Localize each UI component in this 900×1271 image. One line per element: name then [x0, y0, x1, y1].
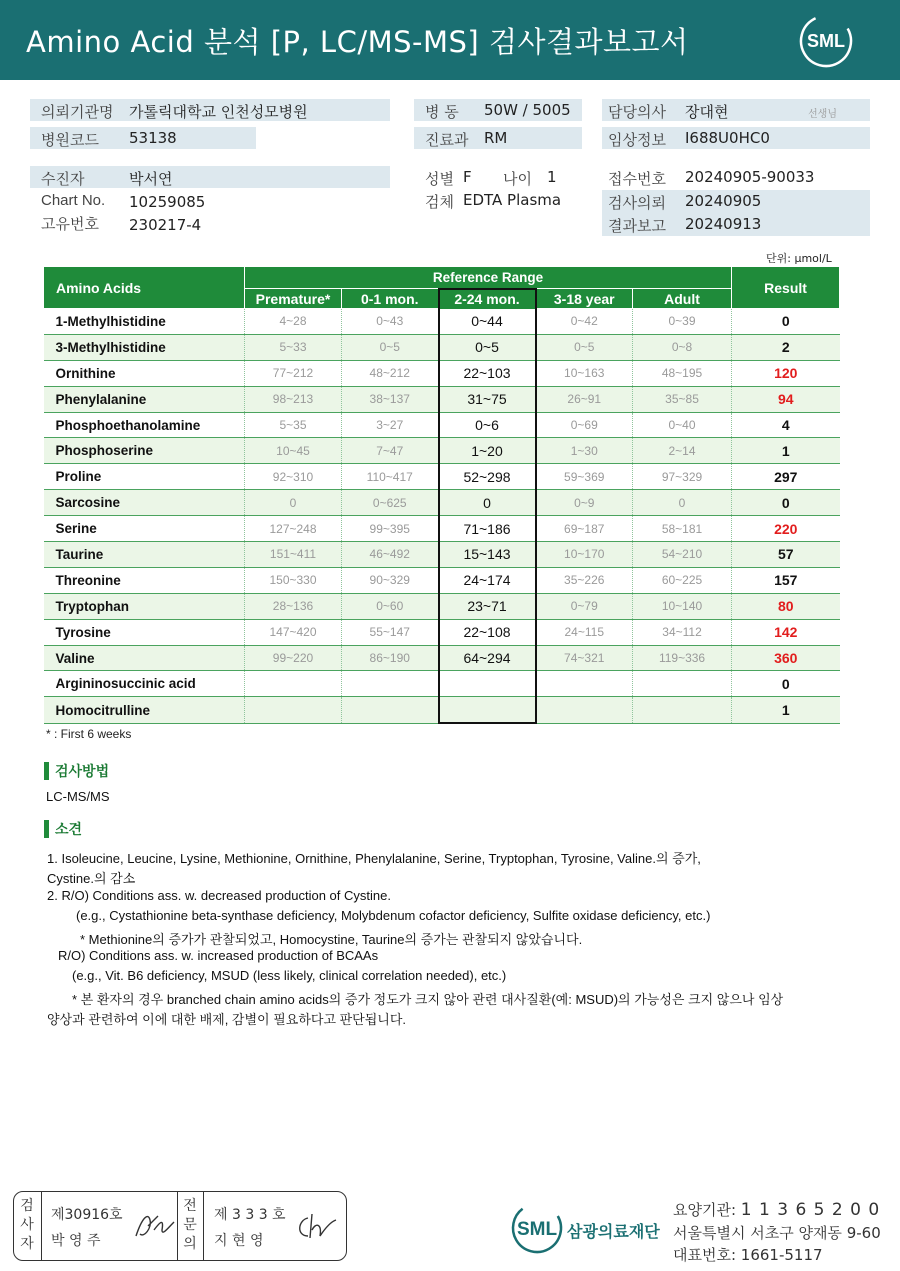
- result-value: 0: [732, 671, 840, 697]
- opinion-line: 2. R/O) Conditions ass. w. decreased production of Cystine.: [47, 888, 391, 903]
- reference-range-cell: 86~190: [342, 645, 439, 671]
- amino-acid-name: Phenylalanine: [44, 386, 245, 412]
- report-title: Amino Acid 분석 [P, LC/MS-MS] 검사결과보고서: [26, 25, 689, 59]
- result-value: 157: [732, 567, 840, 593]
- reference-range-cell: 35~85: [633, 386, 732, 412]
- reference-range-cell: 0: [439, 490, 536, 516]
- table-row: [44, 334, 840, 360]
- examiner-signature: [132, 1208, 178, 1244]
- reference-range-cell: 5~35: [245, 412, 342, 438]
- amino-acid-name: Phosphoethanolamine: [44, 412, 245, 438]
- result-value: 94: [732, 386, 840, 412]
- amino-acid-name: Proline: [44, 464, 245, 490]
- col-ref-0-1mon: 0-1 mon.: [342, 289, 439, 309]
- reference-range-cell: 55~147: [342, 619, 439, 645]
- reference-range-cell: 10~140: [633, 593, 732, 619]
- result-value: 297: [732, 464, 840, 490]
- reference-range-cell: [633, 671, 732, 697]
- amino-acid-name: Homocitrulline: [44, 697, 245, 723]
- reference-range-cell: 71~186: [439, 516, 536, 542]
- col-reference-range: Reference Range: [245, 267, 732, 289]
- patient-value: 박서연: [129, 170, 173, 188]
- reference-range-cell: [245, 697, 342, 723]
- result-value: 220: [732, 516, 840, 542]
- opinion-line: * Methionine의 증가가 관찰되었고, Homocystine, Taurine의 증가는 관찰되지 않았습니다.: [80, 932, 583, 947]
- reference-range-cell: 26~91: [536, 386, 633, 412]
- reference-range-cell: 0~43: [342, 309, 439, 335]
- table-row: [44, 386, 840, 412]
- amino-acid-name: 1-Methylhistidine: [44, 309, 245, 335]
- specimen-value: EDTA Plasma: [463, 191, 562, 209]
- table-row: [44, 645, 840, 671]
- reference-range-cell: 22~103: [439, 360, 536, 386]
- report-date-label: 결과보고: [608, 217, 666, 235]
- opinion-heading: 소견: [44, 820, 82, 838]
- clinical-label: 임상정보: [608, 131, 666, 149]
- reference-range-cell: 0~39: [633, 309, 732, 335]
- signature-box: [13, 1191, 347, 1261]
- reference-range-cell: 1~30: [536, 438, 633, 464]
- hospital-code-label: 병원코드: [41, 131, 99, 149]
- dept-value: RM: [484, 129, 508, 147]
- reference-range-cell: 10~163: [536, 360, 633, 386]
- institution-label: 의뢰기관명: [41, 103, 114, 121]
- sml-footer-logo-icon: [508, 1200, 568, 1256]
- table-row: [44, 464, 840, 490]
- footer-phone: [673, 1244, 823, 1265]
- request-label: 검사의뢰: [608, 194, 666, 212]
- reference-range-cell: 119~336: [633, 645, 732, 671]
- amino-acid-name: Sarcosine: [44, 490, 245, 516]
- opinion-line: * 본 환자의 경우 branched chain amino acids의 증가 정도가 크지 않아 관련 대사질환(예: MSUD)의 가능성은 크지 않으나 임상: [72, 992, 784, 1007]
- reference-range-cell: 0~5: [439, 334, 536, 360]
- reference-range-cell: [536, 671, 633, 697]
- table-row: [44, 593, 840, 619]
- reference-range-cell: 0~5: [536, 334, 633, 360]
- reference-range-cell: 64~294: [439, 645, 536, 671]
- reference-range-cell: 58~181: [633, 516, 732, 542]
- reference-range-cell: 4~28: [245, 309, 342, 335]
- reference-range-cell: [342, 671, 439, 697]
- result-value: 0: [732, 309, 840, 335]
- reference-range-cell: 0~44: [439, 309, 536, 335]
- age-value: 1: [547, 168, 557, 186]
- examiner-label: 검사자: [20, 1198, 34, 1252]
- hospital-code-value: 53138: [129, 129, 177, 147]
- sex-value: F: [463, 168, 472, 186]
- reference-range-cell: [536, 697, 633, 723]
- reference-range-cell: 98~213: [245, 386, 342, 412]
- opinion-line: 양상과 관련하여 이에 대한 배제, 감별이 필요하다고 판단됩니다.: [47, 1012, 407, 1027]
- reference-range-cell: 147~420: [245, 619, 342, 645]
- reference-range-cell: 110~417: [342, 464, 439, 490]
- reference-range-cell: 10~45: [245, 438, 342, 464]
- reference-range-cell: 7~47: [342, 438, 439, 464]
- chart-value: 10259085: [129, 193, 206, 211]
- col-ref-premature: Premature*: [245, 289, 342, 309]
- table-row: [44, 490, 840, 516]
- reference-range-cell: 23~71: [439, 593, 536, 619]
- receipt-value: 20240905-90033: [685, 168, 815, 186]
- reference-range-cell: 0~625: [342, 490, 439, 516]
- reference-range-cell: [439, 697, 536, 723]
- reference-range-cell: 24~115: [536, 619, 633, 645]
- reference-range-cell: 0~6: [439, 412, 536, 438]
- specialist-label: 전문의: [183, 1198, 197, 1252]
- reference-range-cell: 77~212: [245, 360, 342, 386]
- ward-label: 병 동: [425, 103, 459, 121]
- sml-logo-icon: [798, 13, 854, 69]
- result-value: 1: [732, 438, 840, 464]
- amino-acid-name: Tyrosine: [44, 619, 245, 645]
- reference-range-cell: [439, 671, 536, 697]
- reference-range-cell: 99~220: [245, 645, 342, 671]
- reference-range-cell: 31~75: [439, 386, 536, 412]
- reference-range-cell: 48~195: [633, 360, 732, 386]
- reference-range-cell: [633, 697, 732, 723]
- table-row: [44, 516, 840, 542]
- sex-label: 성별: [425, 170, 454, 188]
- amino-acid-name: Phosphoserine: [44, 438, 245, 464]
- amino-acid-rows: [44, 309, 840, 724]
- reference-range-cell: 59~369: [536, 464, 633, 490]
- reference-range-cell: 54~210: [633, 542, 732, 568]
- result-value: 1: [732, 697, 840, 723]
- reference-range-cell: 52~298: [439, 464, 536, 490]
- reference-range-cell: 3~27: [342, 412, 439, 438]
- ward-value: 50W / 5005: [484, 101, 571, 119]
- reference-range-cell: 0~8: [633, 334, 732, 360]
- sml-logo-text: SML: [807, 31, 845, 51]
- result-value: 4: [732, 412, 840, 438]
- result-value: 0: [732, 490, 840, 516]
- reference-range-cell: 0~40: [633, 412, 732, 438]
- specimen-label: 검체: [425, 193, 454, 211]
- result-value: 57: [732, 542, 840, 568]
- result-value: 2: [732, 334, 840, 360]
- reference-range-cell: 5~33: [245, 334, 342, 360]
- method-heading: 검사방법: [44, 762, 109, 780]
- table-row: [44, 619, 840, 645]
- reference-range-cell: 38~137: [342, 386, 439, 412]
- reference-range-cell: 127~248: [245, 516, 342, 542]
- footer-address: 서울특별시 서초구 양재동 9-60: [673, 1224, 881, 1242]
- method-text: LC-MS/MS: [46, 789, 110, 804]
- reference-range-cell: 97~329: [633, 464, 732, 490]
- amino-acid-name: Tryptophan: [44, 593, 245, 619]
- reference-range-cell: 0~69: [536, 412, 633, 438]
- reference-range-cell: 0~79: [536, 593, 633, 619]
- report-date-value: 20240913: [685, 215, 762, 233]
- doctor-label: 담당의사: [608, 103, 666, 121]
- reference-range-cell: 0: [245, 490, 342, 516]
- table-row: [44, 412, 840, 438]
- amino-acid-name: Ornithine: [44, 360, 245, 386]
- unique-label: 고유번호: [41, 215, 99, 233]
- patient-label: 수진자: [41, 170, 85, 188]
- table-row: [44, 309, 840, 335]
- footer-phone-value: 1661-5117: [740, 1246, 823, 1264]
- opinion-line: R/O) Conditions ass. w. increased production of BCAAs: [58, 948, 379, 963]
- amino-acid-name: 3-Methylhistidine: [44, 334, 245, 360]
- reference-range-cell: 22~108: [439, 619, 536, 645]
- table-row: [44, 671, 840, 697]
- specialist-signature: [294, 1208, 340, 1244]
- footer-agency: [673, 1199, 880, 1220]
- col-ref-adult: Adult: [633, 289, 732, 309]
- doctor-value: 장대현: [685, 103, 729, 121]
- col-ref-2-24mon: 2-24 mon.: [439, 289, 536, 309]
- reference-range-cell: 0~42: [536, 309, 633, 335]
- reference-range-cell: 90~329: [342, 567, 439, 593]
- reference-range-cell: 0: [633, 490, 732, 516]
- result-value: 360: [732, 645, 840, 671]
- amino-acid-name: Serine: [44, 516, 245, 542]
- col-ref-3-18year: 3-18 year: [536, 289, 633, 309]
- reference-range-cell: 24~174: [439, 567, 536, 593]
- amino-acid-table: [43, 266, 840, 724]
- table-row: [44, 360, 840, 386]
- footer-agency-value: 1 1 3 6 5 2 0 0: [740, 1200, 881, 1220]
- opinion-line: (e.g., Cystathionine beta-synthase deficiency, Molybdenum cofactor deficiency, Sulfite oxidase deficiency, etc.): [76, 908, 711, 923]
- table-row: [44, 567, 840, 593]
- reference-range-cell: [245, 671, 342, 697]
- reference-range-cell: 28~136: [245, 593, 342, 619]
- request-value: 20240905: [685, 192, 762, 210]
- opinion-line: Cystine.의 감소: [47, 871, 136, 886]
- reference-range-cell: 15~143: [439, 542, 536, 568]
- unit-label: 단위: μmol/L: [766, 252, 832, 265]
- reference-range-cell: 0~5: [342, 334, 439, 360]
- result-value: 80: [732, 593, 840, 619]
- opinion-line: (e.g., Vit. B6 deficiency, MSUD (less likely, clinical correlation needed), etc.): [72, 968, 507, 983]
- unique-value: 230217-4: [129, 216, 202, 234]
- reference-range-cell: [342, 697, 439, 723]
- reference-range-cell: 35~226: [536, 567, 633, 593]
- table-row: [44, 697, 840, 723]
- clinical-value: I688U0HC0: [685, 129, 770, 147]
- report-header: [0, 0, 900, 80]
- opinion-line: 1. Isoleucine, Leucine, Lysine, Methionine, Ornithine, Phenylalanine, Serine, Tryptophan, Tyrosine, Valine.의 증가,: [47, 851, 701, 866]
- table-row: [44, 542, 840, 568]
- amino-acid-name: Taurine: [44, 542, 245, 568]
- examiner-number: 제30916호: [51, 1207, 123, 1223]
- amino-acid-name: Valine: [44, 645, 245, 671]
- reference-range-cell: 60~225: [633, 567, 732, 593]
- reference-range-cell: 10~170: [536, 542, 633, 568]
- reference-range-cell: 1~20: [439, 438, 536, 464]
- examiner-name: 박 영 주: [51, 1233, 101, 1249]
- reference-range-cell: 151~411: [245, 542, 342, 568]
- result-value: 142: [732, 619, 840, 645]
- reference-range-cell: 99~395: [342, 516, 439, 542]
- specialist-name: 지 현 영: [214, 1233, 264, 1249]
- institution-value: 가톨릭대학교 인천성모병원: [129, 103, 308, 121]
- footer-org-name: 삼광의료재단: [567, 1222, 660, 1241]
- table-row: [44, 438, 840, 464]
- dept-label: 진료과: [425, 131, 469, 149]
- footnote: * : First 6 weeks: [46, 727, 132, 741]
- reference-range-cell: 69~187: [536, 516, 633, 542]
- age-label: 나이: [503, 170, 532, 188]
- result-value: 120: [732, 360, 840, 386]
- specialist-number: 제 3 3 3 호: [214, 1207, 286, 1223]
- receipt-label: 접수번호: [608, 170, 666, 188]
- reference-range-cell: 34~112: [633, 619, 732, 645]
- col-result: Result: [732, 267, 840, 309]
- reference-range-cell: 0~60: [342, 593, 439, 619]
- sml-footer-logo-text: SML: [516, 1219, 558, 1240]
- reference-range-cell: 74~321: [536, 645, 633, 671]
- col-amino-acids: Amino Acids: [44, 267, 245, 309]
- footer-agency-label: 요양기관:: [673, 1201, 737, 1219]
- reference-range-cell: 92~310: [245, 464, 342, 490]
- reference-range-cell: 46~492: [342, 542, 439, 568]
- reference-range-cell: 2~14: [633, 438, 732, 464]
- footer-phone-label: 대표번호:: [673, 1246, 737, 1264]
- amino-acid-name: Argininosuccinic acid: [44, 671, 245, 697]
- doctor-suffix: 선생님: [808, 109, 837, 120]
- reference-range-cell: 0~9: [536, 490, 633, 516]
- chart-label: Chart No.: [41, 192, 106, 209]
- reference-range-cell: 48~212: [342, 360, 439, 386]
- amino-acid-name: Threonine: [44, 567, 245, 593]
- reference-range-cell: 150~330: [245, 567, 342, 593]
